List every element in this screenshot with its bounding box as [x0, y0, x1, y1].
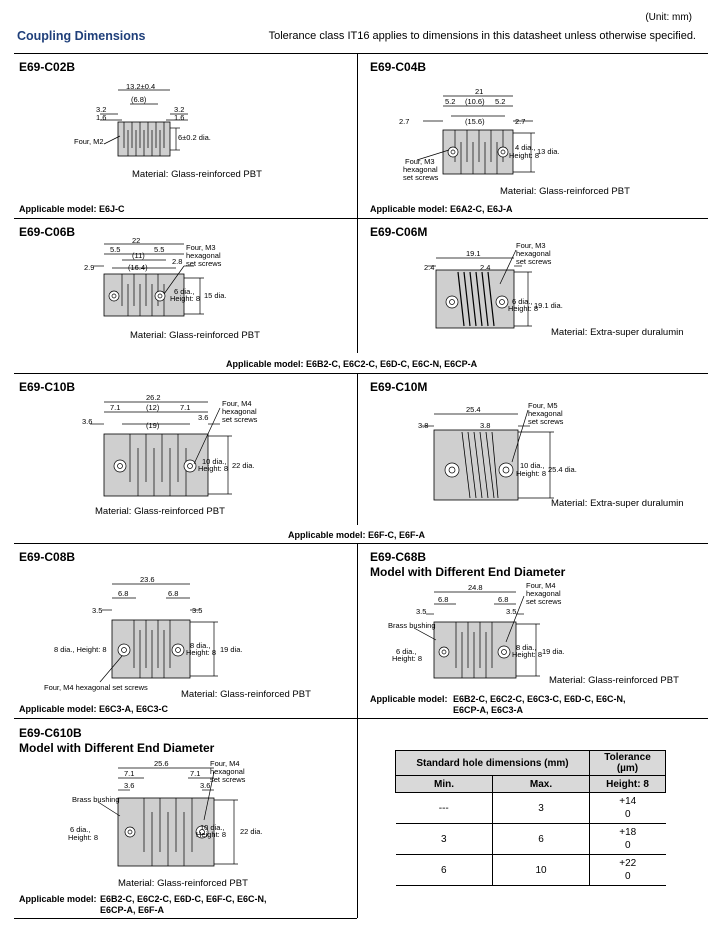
coupling-drawing-c68b	[386, 581, 606, 684]
dim-label: set screws	[403, 173, 439, 182]
table-cell: 6	[493, 824, 590, 855]
applicable-models	[19, 204, 125, 214]
dim-label: 10 dia.,	[200, 823, 225, 832]
tolerance-upper: +18	[619, 827, 637, 838]
dim-label: 6 dia.,	[174, 287, 195, 296]
grid-rule	[14, 918, 357, 919]
dim-label: 19 dia.	[220, 645, 243, 654]
applicable-models	[19, 894, 97, 904]
dim-label: Height: 8	[186, 648, 217, 657]
table-header: Standard hole dimensions (mm)	[396, 751, 590, 776]
dim-label: 13 dia.	[537, 147, 560, 156]
table-cell	[590, 824, 666, 855]
dim-label: (19)	[146, 421, 160, 430]
grid-divider	[357, 543, 358, 918]
dim-label: 5.5	[110, 245, 121, 254]
dim-label: 3.5	[416, 607, 427, 616]
coupling-drawing-c06b	[80, 236, 240, 326]
model-subtitle: Model with Different End Diameter	[19, 741, 215, 755]
tolerance-lower: 0	[624, 871, 631, 882]
dim-label: 8 dia.,	[516, 643, 537, 652]
dim-label: (10.6)	[465, 97, 485, 106]
dim-label: hexagonal	[526, 589, 561, 598]
table-row	[396, 824, 666, 855]
applicable-label: Applicable model:	[19, 704, 97, 714]
material-label: Material: Extra-super duralumin	[551, 327, 684, 338]
dim-label: Height: 8	[198, 464, 229, 473]
dim-label: set screws	[186, 259, 222, 268]
dim-label: 2.8	[172, 257, 183, 266]
dim-label: hexagonal	[516, 249, 551, 258]
table-header: Min.	[396, 776, 493, 793]
table-header: Max.	[493, 776, 590, 793]
applicable-list: E6F-C, E6F-A	[368, 530, 426, 540]
grid-divider	[357, 373, 358, 525]
applicable-models	[288, 530, 425, 540]
dim-label: 19.1 dia.	[534, 301, 563, 310]
dim-label: Height: 8	[516, 469, 547, 478]
applicable-models	[370, 204, 513, 214]
table-header: Tolerance (µm)	[590, 751, 666, 776]
dim-label: Four, M4	[210, 759, 240, 768]
tolerance-table	[395, 750, 666, 886]
dim-label: Four, M4 hexagonal set screws	[44, 683, 148, 692]
dim-label: 13.2±0.4	[126, 82, 156, 91]
dim-label: 3.5	[192, 606, 203, 615]
dim-label: 8 dia., Height: 8	[54, 645, 107, 654]
table-cell: 6	[396, 855, 493, 886]
model-title: E69-C02B	[19, 60, 76, 74]
dim-label: set screws	[222, 415, 258, 424]
tolerance-upper: +22	[619, 858, 637, 869]
model-title: E69-C04B	[370, 60, 427, 74]
dim-label: 6 dia.,	[512, 297, 533, 306]
table-cell: 3	[396, 824, 493, 855]
dim-label: hexagonal	[528, 409, 563, 418]
dim-label: Height: 8	[170, 294, 201, 303]
material-label: Material: Glass-reinforced PBT	[118, 878, 248, 889]
material-label: Material: Glass-reinforced PBT	[500, 186, 630, 197]
grid-rule	[14, 373, 708, 374]
dim-label: 6.8	[498, 595, 509, 604]
dim-label: Four, M4	[526, 581, 556, 590]
applicable-label: Applicable model:	[370, 694, 448, 704]
dim-label: (16.4)	[128, 263, 148, 272]
dim-label: 3.6	[200, 781, 211, 790]
material-label: Material: Extra-super duralumin	[551, 498, 684, 509]
dim-label: 25.6	[154, 759, 169, 768]
tolerance-note: Tolerance class IT16 applies to dimensions in this datasheet unless otherwise specified.	[268, 30, 696, 42]
dim-label: 2.7	[515, 117, 526, 126]
dim-label: 6.8	[118, 589, 129, 598]
applicable-list: E6B2-C, E6C2-C, E6D-C, E6F-C, E6C-N,	[100, 894, 267, 904]
dim-label: 6±0.2 dia.	[178, 133, 211, 142]
dim-label: hexagonal	[403, 165, 438, 174]
dim-label: 25.4	[466, 405, 481, 414]
tolerance-lower: 0	[624, 809, 631, 820]
dim-label: Height: 8	[196, 830, 227, 839]
applicable-label: Applicable model:	[19, 894, 97, 904]
dim-label: Brass bushing	[388, 621, 436, 630]
applicable-label: Applicable model:	[19, 204, 97, 214]
dim-label: 2.4	[424, 263, 435, 272]
dim-label: 3.2	[96, 105, 107, 114]
table-row	[396, 855, 666, 886]
model-title: E69-C68B	[370, 550, 427, 564]
dim-label: Height: 8	[512, 650, 543, 659]
material-label: Material: Glass-reinforced PBT	[95, 506, 225, 517]
tolerance-upper: +14	[619, 796, 637, 807]
applicable-list: E6CP-A, E6C3-A	[453, 705, 524, 715]
model-title: E69-C06M	[370, 225, 428, 239]
dim-label: 15 dia.	[204, 291, 227, 300]
dim-label: 22 dia.	[240, 827, 263, 836]
dim-label: 1.6	[96, 113, 107, 122]
model-title: E69-C610B	[19, 726, 82, 740]
dim-label: Four, M5	[528, 401, 558, 410]
applicable-models	[19, 704, 168, 714]
applicable-models	[226, 359, 477, 369]
dim-label: 3.6	[82, 417, 93, 426]
dim-label: (12)	[146, 403, 160, 412]
applicable-label: Applicable model:	[288, 530, 366, 540]
material-label: Material: Glass-reinforced PBT	[132, 169, 262, 180]
dim-label: Four, M3	[516, 241, 546, 250]
dim-label: Height: 8	[508, 304, 539, 313]
dim-label: 10 dia.,	[202, 457, 227, 466]
model-title: E69-C10B	[19, 380, 76, 394]
model-title: E69-C10M	[370, 380, 428, 394]
coupling-drawing-c10b	[80, 394, 280, 504]
dim-label: 3.6	[198, 413, 209, 422]
dim-label: 24.8	[468, 583, 483, 592]
grid-rule	[14, 718, 708, 719]
dim-label: 19 dia.	[542, 647, 565, 656]
applicable-list: E6A2-C, E6J-A	[450, 204, 513, 214]
table-cell: 3	[493, 793, 590, 824]
dim-label: hexagonal	[222, 407, 257, 416]
section-title: Coupling Dimensions	[17, 29, 146, 43]
applicable-list: E6J-C	[99, 204, 125, 214]
dim-label: 19.1	[466, 249, 481, 258]
dim-label: (15.6)	[465, 117, 485, 126]
grid-divider	[357, 53, 358, 353]
dim-label: 22	[132, 236, 141, 245]
dim-label: set screws	[210, 775, 246, 784]
dim-label: set screws	[528, 417, 564, 426]
model-title: E69-C08B	[19, 550, 76, 564]
dim-label: 3.8	[418, 421, 429, 430]
dim-label: Four, M2	[74, 137, 104, 146]
dim-label: 6.8	[438, 595, 449, 604]
dim-label: (6.8)	[131, 95, 147, 104]
dim-label: set screws	[516, 257, 552, 266]
dim-label: 23.6	[140, 575, 155, 584]
dim-label: 10 dia.,	[520, 461, 545, 470]
dim-label: 7.1	[124, 769, 135, 778]
dim-label: 2.7	[399, 117, 410, 126]
dim-label: 7.1	[110, 403, 121, 412]
material-label: Material: Glass-reinforced PBT	[130, 330, 260, 341]
applicable-list: E6B2-C, E6C2-C, E6C3-C, E6D-C, E6C-N,	[453, 694, 626, 704]
dim-label: 5.2	[495, 97, 506, 106]
table-cell	[590, 793, 666, 824]
dim-label: 21	[475, 87, 484, 96]
dim-label: Height: 8	[392, 654, 423, 663]
dim-label: Brass bushing	[72, 795, 120, 804]
dim-label: 7.1	[190, 769, 201, 778]
dim-label: 26.2	[146, 393, 161, 402]
coupling-drawing-c10m	[414, 396, 584, 506]
dim-label: 4 dia.,	[515, 143, 536, 152]
dim-label: Height: 8	[509, 151, 540, 160]
applicable-list: E6B2-C, E6C2-C, E6D-C, E6C-N, E6CP-A	[306, 359, 478, 369]
material-label: Material: Glass-reinforced PBT	[181, 689, 311, 700]
coupling-drawing-c06m	[420, 240, 580, 340]
dim-label: set screws	[526, 597, 562, 606]
dim-label: 5.5	[154, 245, 165, 254]
table-cell: 10	[493, 855, 590, 886]
dim-label: 3.8	[480, 421, 491, 430]
model-title: E69-C06B	[19, 225, 76, 239]
table-row	[396, 793, 666, 824]
coupling-drawing-c04b	[395, 87, 565, 182]
grid-rule	[14, 543, 708, 544]
unit-note: (Unit: mm)	[645, 12, 692, 23]
applicable-list: E6CP-A, E6F-A	[100, 905, 165, 915]
dim-label: 6 dia.,	[396, 647, 417, 656]
dim-label: (11)	[132, 251, 145, 260]
grid-rule	[14, 218, 708, 219]
dim-label: Four, M3	[405, 157, 435, 166]
coupling-drawing-c02b	[70, 82, 211, 162]
dim-label: 25.4 dia.	[548, 465, 577, 474]
dim-label: 6.8	[168, 589, 179, 598]
applicable-models	[370, 694, 448, 704]
grid-rule	[14, 53, 708, 54]
dim-label: 3.2	[174, 105, 185, 114]
material-label: Material: Glass-reinforced PBT	[549, 675, 679, 686]
dim-label: 22 dia.	[232, 461, 255, 470]
coupling-drawing-c08b	[40, 576, 280, 696]
dim-label: Height: 8	[68, 833, 99, 842]
dim-label: 2.4	[480, 263, 491, 272]
table-header: Height: 8	[590, 776, 666, 793]
model-subtitle: Model with Different End Diameter	[370, 565, 566, 579]
table-cell: ---	[396, 793, 493, 824]
dim-label: 2.9	[84, 263, 95, 272]
applicable-label: Applicable model:	[226, 359, 304, 369]
dim-label: 3.6	[124, 781, 135, 790]
dim-label: hexagonal	[210, 767, 245, 776]
dim-label: 6 dia.,	[70, 825, 91, 834]
dim-label: 1.6	[174, 113, 185, 122]
table-cell	[590, 855, 666, 886]
dim-label: 3.5	[506, 607, 517, 616]
dim-label: 3.5	[92, 606, 103, 615]
dim-label: Four, M3	[186, 243, 216, 252]
dim-label: 5.2	[445, 97, 456, 106]
dim-label: 7.1	[180, 403, 191, 412]
applicable-list: E6C3-A, E6C3-C	[99, 704, 169, 714]
coupling-drawing-c610b	[64, 760, 294, 875]
dim-label: hexagonal	[186, 251, 221, 260]
applicable-label: Applicable model:	[370, 204, 448, 214]
dim-label: 8 dia.,	[190, 641, 211, 650]
dim-label: Four, M4	[222, 399, 252, 408]
tolerance-lower: 0	[624, 840, 631, 851]
